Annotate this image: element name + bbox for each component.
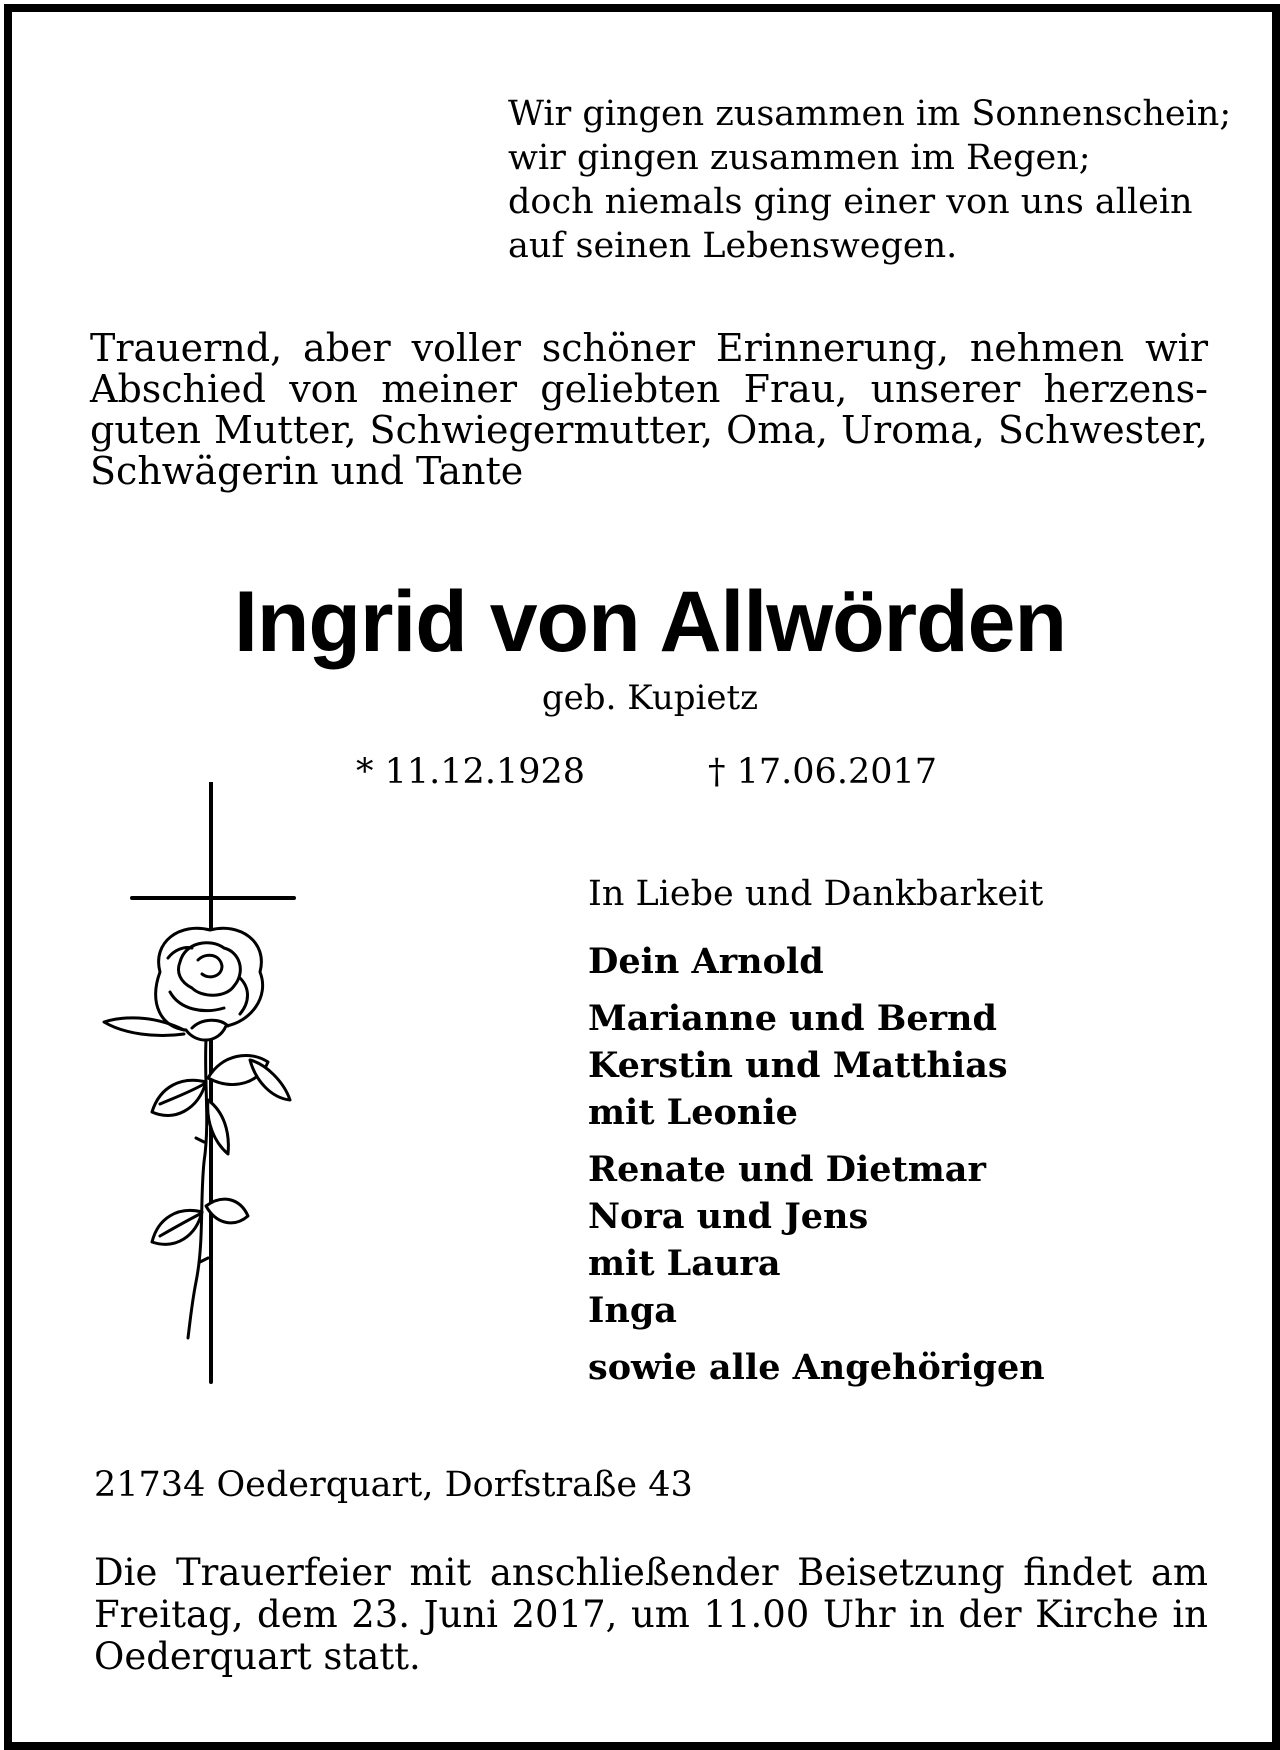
- intro-line: Trauernd, aber voller schöner Erinnerung, nehmen wir: [90, 326, 1208, 370]
- mourner-name: Dein Arnold: [588, 941, 824, 982]
- intro-line: Schwägerin und Tante: [90, 449, 524, 493]
- poem: [508, 92, 1248, 268]
- mourner-group: [588, 1344, 1248, 1391]
- intro-line: Abschied von meiner geliebten Frau, unserer herzens-: [90, 367, 1208, 411]
- intro-line: guten Mutter, Schwiegermutter, Oma, Uroma, Schwester,: [90, 408, 1208, 452]
- poem-line: doch niemals ging einer von uns allein: [508, 182, 1193, 222]
- service-line: Freitag, dem 23. Juni 2017, um 11.00 Uhr in der Kirche in: [94, 1593, 1208, 1636]
- service-line: Oederquart statt.: [94, 1635, 421, 1678]
- mourner-name: Marianne und Bernd: [588, 998, 997, 1039]
- mourner-name: sowie alle Angehörigen: [588, 1347, 1045, 1388]
- mourner-name: Nora und Jens: [588, 1196, 869, 1237]
- address: 21734 Oederquart, Dorfstraße 43: [94, 1465, 693, 1505]
- death-date: † 17.06.2017: [708, 752, 938, 792]
- mourner-name: mit Leonie: [588, 1092, 798, 1133]
- mourner-group: [588, 995, 1248, 1136]
- poem-line: wir gingen zusammen im Regen;: [508, 138, 1091, 178]
- obituary-notice: [4, 4, 1280, 1750]
- birth-date: * 11.12.1928: [356, 752, 586, 792]
- poem-line: auf seinen Lebenswegen.: [508, 226, 958, 266]
- mourners-lead: In Liebe und Dankbarkeit: [588, 874, 1044, 914]
- service-line: Die Trauerfeier mit anschließender Beisetzung findet am: [94, 1551, 1208, 1594]
- mourner-group: [588, 1146, 1248, 1334]
- mourner-group: [588, 938, 1248, 985]
- maiden-name: geb. Kupietz: [541, 678, 759, 718]
- intro-text: [90, 328, 1208, 492]
- deceased-name: Ingrid von Allwörden: [233, 574, 1067, 670]
- mourner-name: Inga: [588, 1290, 677, 1331]
- mourner-name: Renate und Dietmar: [588, 1149, 986, 1190]
- mourner-name: Kerstin und Matthias: [588, 1045, 1008, 1086]
- cross-with-rose-icon: [100, 782, 320, 1390]
- service-announcement: [94, 1552, 1208, 1678]
- mourner-name: mit Laura: [588, 1243, 781, 1284]
- poem-line: Wir gingen zusammen im Sonnenschein;: [508, 94, 1232, 134]
- mourners-list: [588, 872, 1248, 1401]
